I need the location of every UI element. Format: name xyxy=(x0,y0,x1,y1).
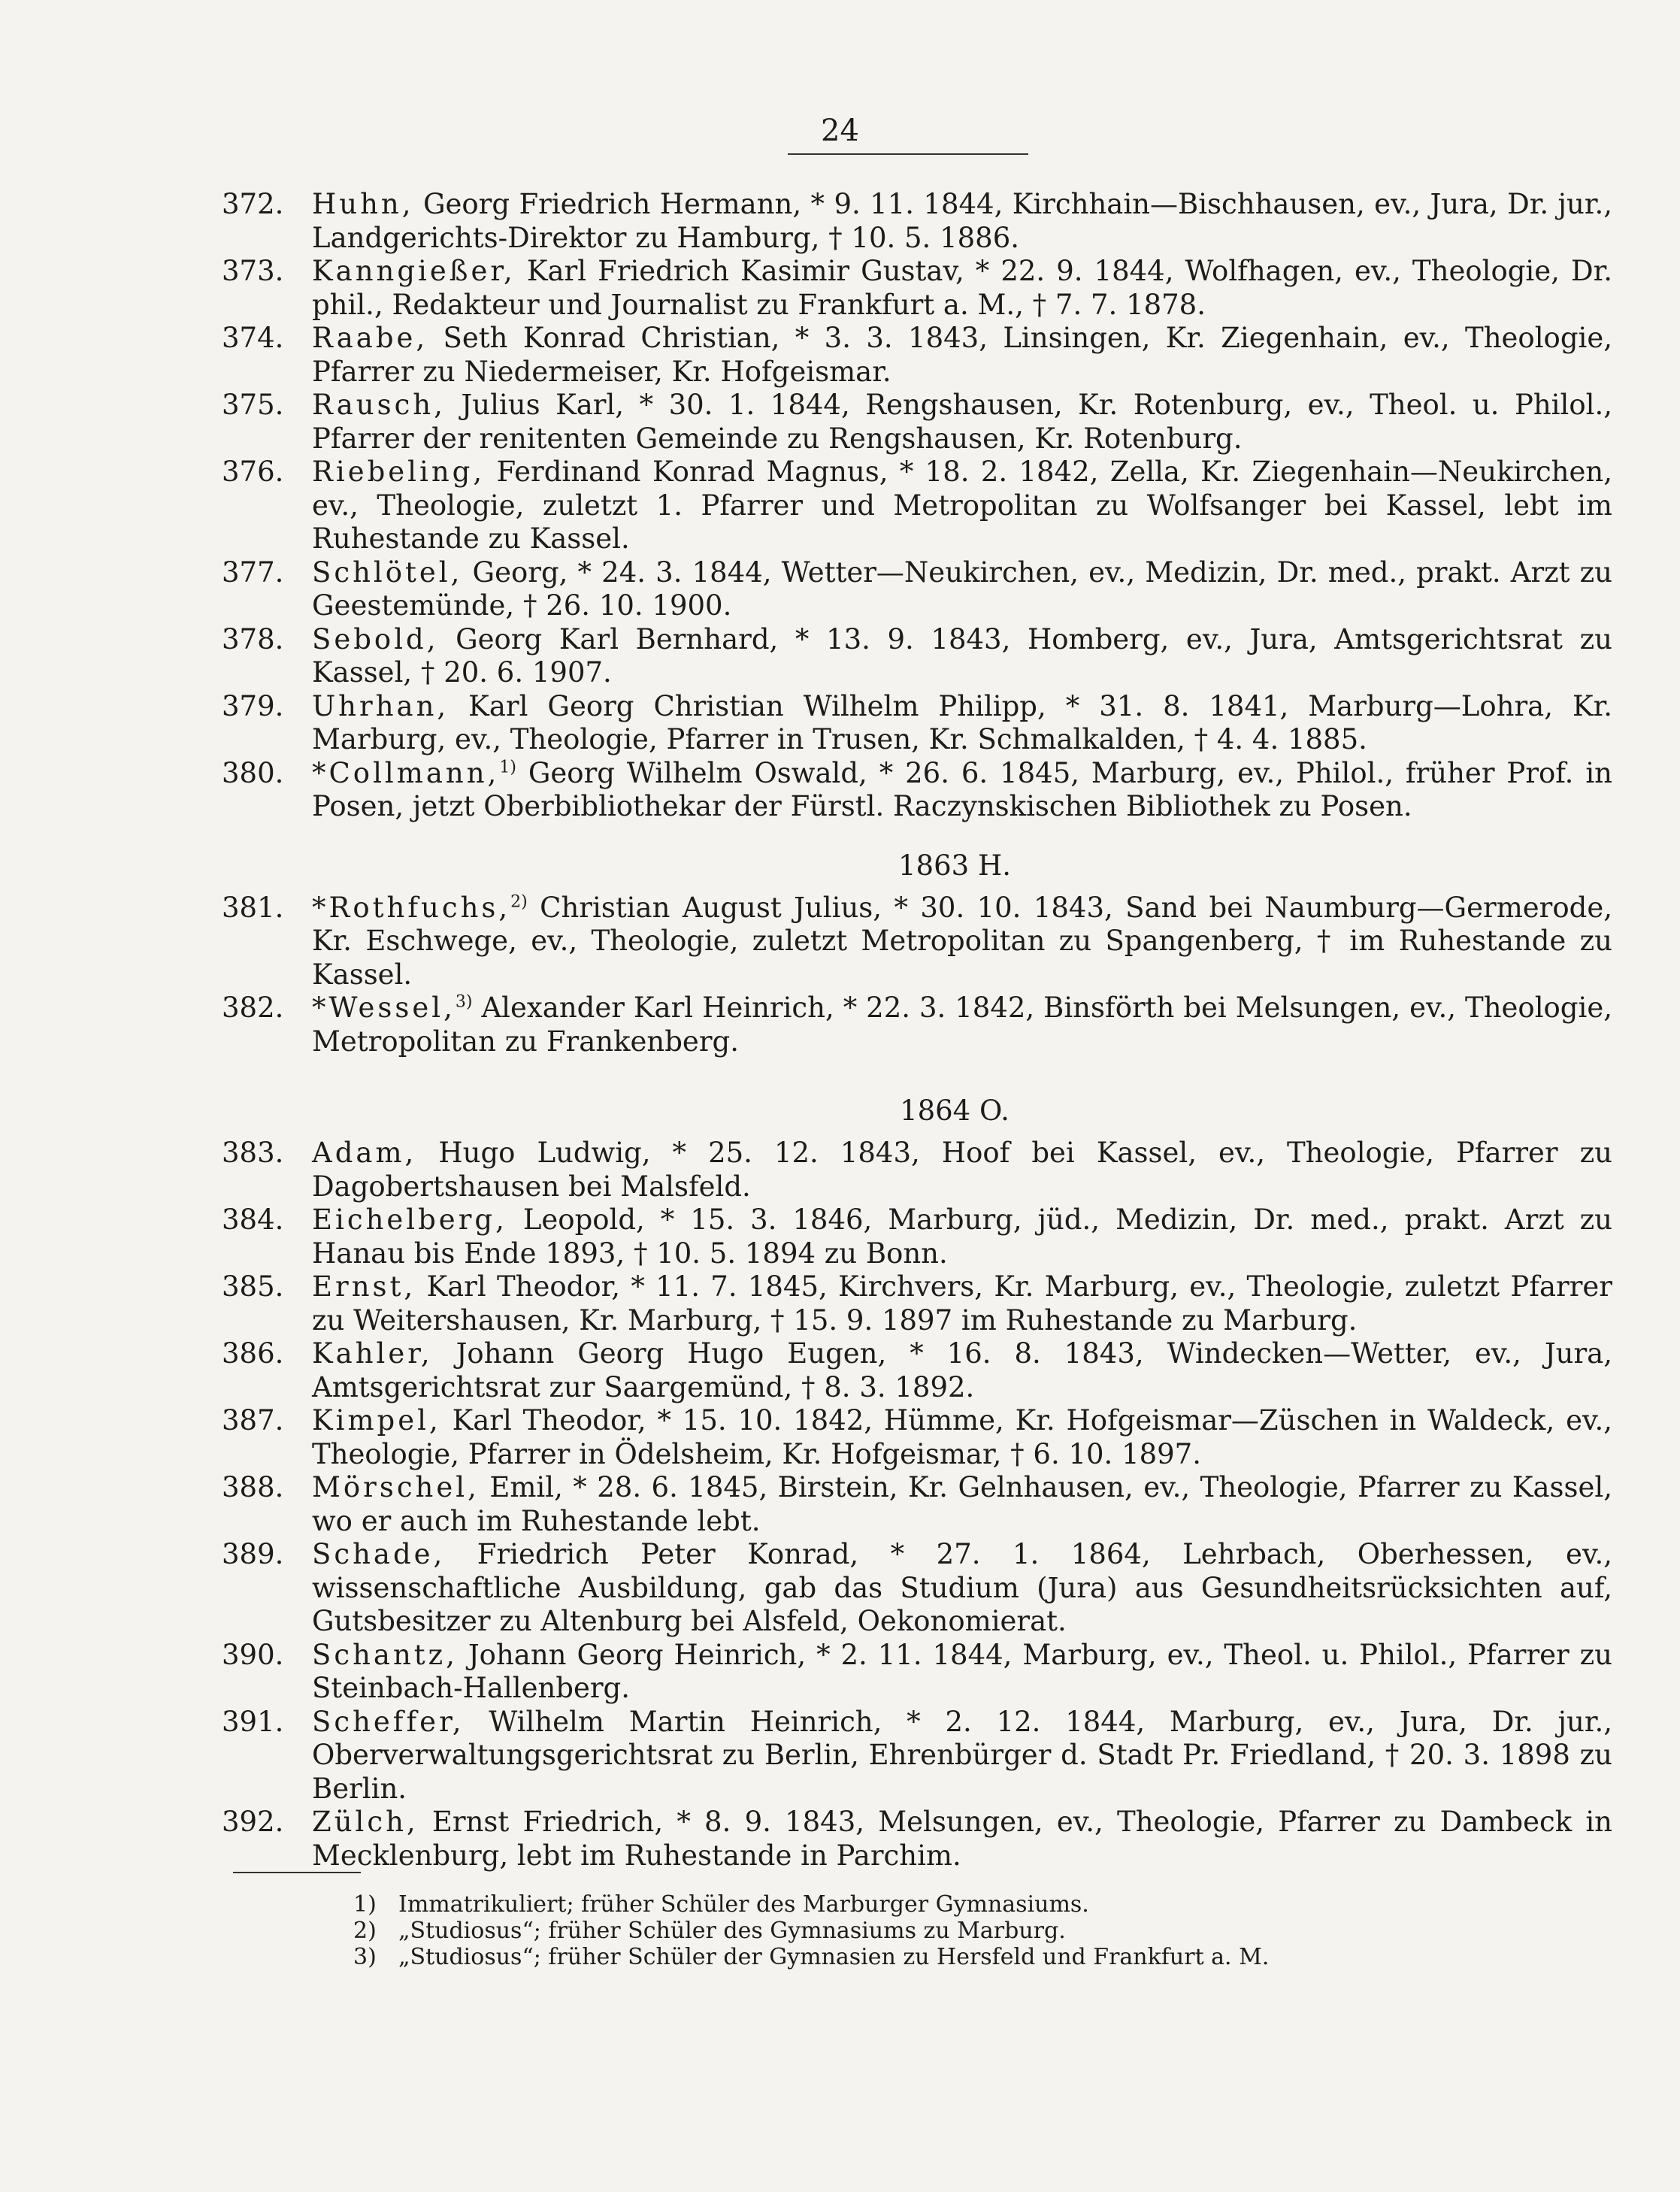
entry-text xyxy=(312,992,1612,1058)
entry-text xyxy=(312,1337,1612,1404)
entry-number: 378. xyxy=(222,622,284,655)
footnote-text: „Studiosus“; früher Schüler der Gymnasien zu Hersfeld und Frankfurt a. M. xyxy=(398,1944,1270,1970)
year-heading-1863: 1863 H. xyxy=(898,849,1011,882)
entry-number: 380. xyxy=(222,756,284,789)
footnote-ref: 3) xyxy=(455,992,473,1012)
entry-name: Scheffer, xyxy=(312,1705,465,1738)
entry-details: Hugo Ludwig, * 25. 12. 1843, Hoof bei Kassel, ev., Theologie, Pfarrer zu Dagobertshausen bei Malsfeld. xyxy=(312,1137,1612,1203)
entry-name: Schlötel, xyxy=(312,556,463,589)
entry-name: Schade, xyxy=(312,1538,446,1570)
entry-details: Georg Friedrich Hermann, * 9. 11. 1844, Kirchhain—Bischhausen, ev., Jura, Dr. jur., Landgerichts-Direktor zu Hamburg, † 10. 5. 1886. xyxy=(312,188,1612,254)
entry xyxy=(222,1137,1612,1203)
entry xyxy=(222,389,1612,456)
entry-number: 392. xyxy=(222,1806,284,1838)
entry-number: 384. xyxy=(222,1203,284,1236)
entry-text xyxy=(312,1806,1612,1873)
footnotes xyxy=(353,1891,1481,1970)
entry-number: 388. xyxy=(222,1471,284,1503)
entry-text xyxy=(312,1706,1612,1806)
footnote xyxy=(353,1944,1481,1970)
entry-name: Schantz, xyxy=(312,1638,458,1671)
footnote-ref: 1) xyxy=(499,758,516,777)
entry-name: Kahler, xyxy=(312,1337,433,1370)
entry-text xyxy=(312,1404,1612,1471)
entry-details: Georg Karl Bernhard, * 13. 9. 1843, Homberg, ev., Jura, Amtsgerichtsrat zu Kassel, † 20. 6. 1907. xyxy=(312,622,1612,689)
entries-1863 xyxy=(222,892,1612,1059)
entry-text xyxy=(312,255,1612,322)
footnote-text: Immatrikuliert; früher Schüler des Marburger Gymnasiums. xyxy=(398,1891,1089,1918)
entry-text xyxy=(312,690,1612,757)
entry-number: 383. xyxy=(222,1137,284,1169)
entry-text xyxy=(312,1270,1612,1337)
entry-text xyxy=(312,389,1612,456)
entry-name: *Rothfuchs, xyxy=(312,891,511,924)
entry-text xyxy=(312,322,1612,389)
entry-number: 375. xyxy=(222,389,284,421)
entry-name: Sebold, xyxy=(312,622,439,655)
entry xyxy=(222,1639,1612,1706)
entry xyxy=(222,255,1612,322)
entry-details: Friedrich Peter Konrad, * 27. 1. 1864, Lehrbach, Oberhessen, ev., wissenschaftliche Ausbildung, gab das Studium (Jura) aus Gesundheitsrücksichten auf, Gutsbesitzer zu Altenburg bei Alsfeld, Oekonomierat. xyxy=(312,1538,1612,1637)
entry-name: *Collmann, xyxy=(312,756,500,789)
entry-name: Rausch, xyxy=(312,389,446,421)
entry-details: Seth Konrad Christian, * 3. 3. 1843, Linsingen, Kr. Ziegenhain, ev., Theologie, Pfarrer zu Niedermeiser, Kr. Hofgeismar. xyxy=(312,322,1612,388)
year-heading-1864: 1864 O. xyxy=(900,1094,1010,1127)
entry-number: 385. xyxy=(222,1270,284,1303)
header-rule xyxy=(788,153,1028,155)
entry-text xyxy=(312,1137,1612,1203)
entry xyxy=(222,556,1612,623)
entry-text xyxy=(312,188,1612,255)
footnote xyxy=(353,1918,1481,1944)
entry-name: Huhn, xyxy=(312,188,414,220)
entry-text xyxy=(312,1471,1612,1538)
entry-details: Julius Karl, * 30. 1. 1844, Rengshausen, Kr. Rotenburg, ev., Theol. u. Philol., Pfarrer der renitenten Gemeinde zu Rengshausen, Kr. Rotenburg. xyxy=(312,389,1612,455)
entry xyxy=(222,1270,1612,1337)
entry xyxy=(222,456,1612,556)
entry-number: 389. xyxy=(222,1538,284,1570)
entry-details: Karl Theodor, * 11. 7. 1845, Kirchvers, Kr. Marburg, ev., Theologie, zuletzt Pfarrer zu Weitershausen, Kr. Marburg, † 15. 9. 1897 im Ruhestande zu Marburg. xyxy=(312,1270,1612,1337)
entry xyxy=(222,1337,1612,1404)
entry-details: Ernst Friedrich, * 8. 9. 1843, Melsungen, ev., Theologie, Pfarrer zu Dambeck in Mecklenburg, lebt im Ruhestande in Parchim. xyxy=(312,1806,1612,1872)
entry-number: 386. xyxy=(222,1337,284,1370)
entry-number: 372. xyxy=(222,188,284,220)
entry-details: Wilhelm Martin Heinrich, * 2. 12. 1844, Marburg, ev., Jura, Dr. jur., Oberverwaltungsgerichtsrat zu Berlin, Ehrenbürger d. Stadt Pr. Friedland, † 20. 3. 1898 zu Berlin. xyxy=(312,1705,1612,1805)
entry-details: Ferdinand Konrad Magnus, * 18. 2. 1842, Zella, Kr. Ziegenhain—Neukirchen, ev., Theologie, zuletzt 1. Pfarrer und Metropolitan zu Wolfsanger bei Kassel, lebt im Ruhestande zu Kassel. xyxy=(312,456,1612,555)
footnote-mark: 1) xyxy=(353,1891,377,1918)
entry-details: Johann Georg Heinrich, * 2. 11. 1844, Marburg, ev., Theol. u. Philol., Pfarrer zu Steinbach-Hallenberg. xyxy=(312,1638,1612,1704)
entry xyxy=(222,992,1612,1058)
entry-number: 377. xyxy=(222,556,284,589)
footnote-ref: 2) xyxy=(510,892,528,912)
entry-number: 379. xyxy=(222,689,284,722)
entry-name: *Wessel, xyxy=(312,992,456,1024)
entry-details: Georg Wilhelm Oswald, * 26. 6. 1845, Marburg, ev., Philol., früher Prof. in Posen, jetzt Oberbibliothekar der Fürstl. Raczynskischen Bibliothek zu Posen. xyxy=(312,756,1612,822)
entry-number: 390. xyxy=(222,1638,284,1671)
footnote xyxy=(353,1891,1481,1918)
entry-details: Alexander Karl Heinrich, * 22. 3. 1842, Binsförth bei Melsungen, ev., Theologie, Metropolitan zu Frankenberg. xyxy=(312,992,1612,1058)
entry xyxy=(222,1706,1612,1806)
footnote-rule xyxy=(233,1872,361,1873)
entry-name: Uhrhan, xyxy=(312,689,450,722)
entry-text xyxy=(312,623,1612,690)
entry xyxy=(222,1806,1612,1873)
entry-list xyxy=(222,188,1612,1873)
entry-details: Christian August Julius, * 30. 10. 1843, Sand bei Naumburg—Germerode, Kr. Eschwege, ev., Theologie, zuletzt Metropolitan zu Spangenberg, † im Ruhestande zu Kassel. xyxy=(312,891,1612,991)
entry xyxy=(222,1538,1612,1639)
entry-text xyxy=(312,1538,1612,1639)
entries-1864 xyxy=(222,1137,1612,1873)
entry-details: Emil, * 28. 6. 1845, Birstein, Kr. Gelnhausen, ev., Theologie, Pfarrer zu Kassel, wo er auch im Ruhestande lebt. xyxy=(312,1471,1612,1537)
entry-name: Zülch, xyxy=(312,1806,419,1838)
footnote-text: „Studiosus“; früher Schüler des Gymnasiums zu Marburg. xyxy=(398,1918,1066,1944)
entry-text xyxy=(312,456,1612,556)
entry-name: Adam, xyxy=(312,1137,417,1169)
entry-details: Karl Georg Christian Wilhelm Philipp, * 31. 8. 1841, Marburg—Lohra, Kr. Marburg, ev., Theologie, Pfarrer in Trusen, Kr. Schmalkalden, † 4. 4. 1885. xyxy=(312,689,1612,755)
entry-name: Eichelberg, xyxy=(312,1203,507,1236)
entry-number: 376. xyxy=(222,456,284,488)
entry-details: Leopold, * 15. 3. 1846, Marburg, jüd., Medizin, Dr. med., prakt. Arzt zu Hanau bis Ende 1893, † 10. 5. 1894 zu Bonn. xyxy=(312,1203,1612,1270)
entries-1862 xyxy=(222,188,1612,824)
entry-number: 391. xyxy=(222,1705,284,1738)
entry xyxy=(222,1404,1612,1471)
entry xyxy=(222,757,1612,824)
entry-name: Mörschel, xyxy=(312,1471,480,1503)
entry xyxy=(222,188,1612,255)
entry-name: Ernst, xyxy=(312,1270,416,1303)
entry-name: Kanngießer, xyxy=(312,255,516,287)
entry-text xyxy=(312,757,1612,824)
entry-number: 373. xyxy=(222,255,284,287)
entry-details: Karl Friedrich Kasimir Gustav, * 22. 9. 1844, Wolfhagen, ev., Theologie, Dr. phil., Redakteur und Journalist zu Frankfurt a. M., † 7. 7. 1878. xyxy=(312,255,1612,321)
entry xyxy=(222,1471,1612,1538)
entry-text xyxy=(312,1203,1612,1270)
entry-details: Johann Georg Hugo Eugen, * 16. 8. 1843, Windecken—Wetter, ev., Jura, Amtsgerichtsrat zur Saargemünd, † 8. 3. 1892. xyxy=(312,1337,1612,1403)
entry-text xyxy=(312,892,1612,992)
footnote-mark: 3) xyxy=(353,1944,377,1970)
entry xyxy=(222,892,1612,992)
entry xyxy=(222,1203,1612,1270)
entry xyxy=(222,690,1612,757)
entry-details: Karl Theodor, * 15. 10. 1842, Hümme, Kr. Hofgeismar—Züschen in Waldeck, ev., Theologie, Pfarrer in Ödelsheim, Kr. Hofgeismar, † 6. 10. 1897. xyxy=(312,1404,1612,1470)
entry-number: 374. xyxy=(222,322,284,354)
entry xyxy=(222,623,1612,690)
entry-details: Georg, * 24. 3. 1844, Wetter—Neukirchen, ev., Medizin, Dr. med., prakt. Arzt zu Geestemünde, † 26. 10. 1900. xyxy=(312,556,1612,622)
entry xyxy=(222,322,1612,389)
entry-name: Raabe, xyxy=(312,322,428,354)
footnote-mark: 2) xyxy=(353,1918,377,1944)
page-number: 24 xyxy=(821,114,859,148)
entry-name: Riebeling, xyxy=(312,456,486,488)
entry-number: 381. xyxy=(222,891,284,924)
entry-text xyxy=(312,1639,1612,1706)
entry-number: 382. xyxy=(222,992,284,1024)
entry-number: 387. xyxy=(222,1404,284,1437)
entry-name: Kimpel, xyxy=(312,1404,441,1437)
entry-text xyxy=(312,556,1612,623)
